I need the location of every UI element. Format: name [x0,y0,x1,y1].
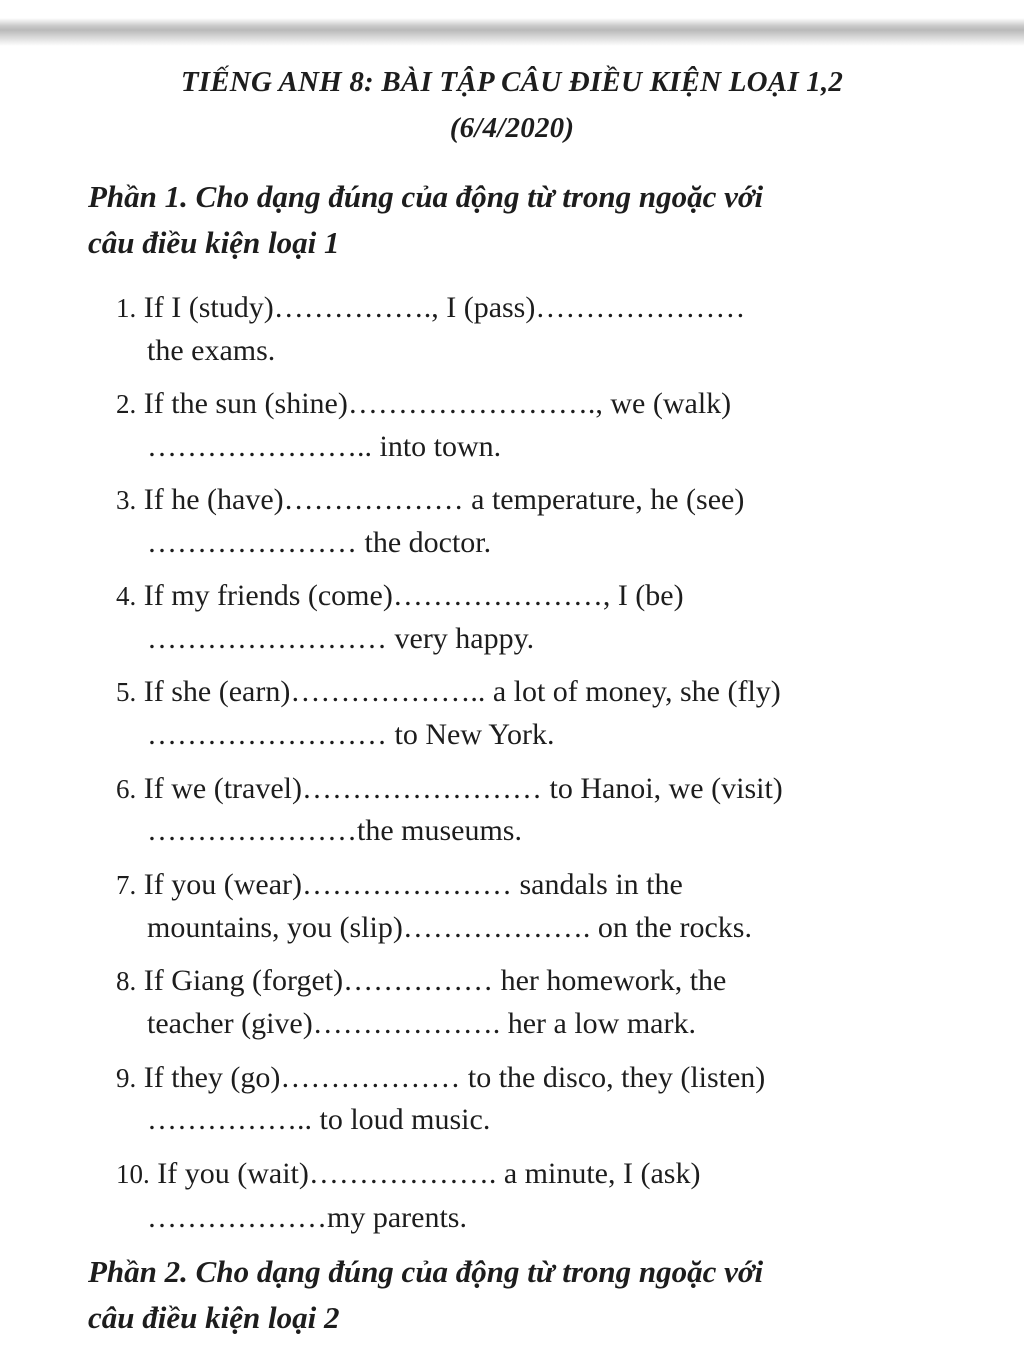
worksheet-date: (6/4/2020) [449,112,575,144]
exercise-6-number: 6. [116,774,137,804]
exercise-1-line2: the exams. [147,334,276,367]
exercise-4-line2: …………………… very happy. [147,622,535,655]
exercise-10-text: If you (wait)………………. a minute, I (ask) [157,1157,701,1190]
exercise-1-text: If I (study)……………., I (pass)………………… [143,291,746,324]
exercise-2-text: If the sun (shine)……………………., we (walk) [143,387,732,420]
exercise-4-number: 4. [116,581,137,611]
exercise-3-line2: ………………… the doctor. [147,526,492,559]
exercise-8-number: 8. [116,966,137,996]
exercise-5-line1 [116,672,781,712]
exercise-9-line1 [116,1058,765,1098]
exercise-5-number: 5. [116,677,137,707]
part2-heading [88,1249,948,1341]
part1-heading-line2: câu điều kiện loại 1 [88,225,340,260]
exercise-8-text: If Giang (forget)…………… her homework, the [143,964,727,997]
exercise-3-text: If he (have)……………… a temperature, he (see) [143,483,745,516]
part1-heading [88,174,948,266]
part1-heading-line1: Phần 1. Cho dạng đúng của động từ trong ngoặc với [88,179,764,214]
exercise-5-text: If she (earn)……………….. a lot of money, she (fly) [143,675,781,708]
exercise-3-number: 3. [116,485,137,515]
exercise-2-line2: ………………….. into town. [147,430,502,463]
exercise-7-text: If you (wear)………………… sandals in the [143,868,683,901]
exercise-6-text: If we (travel)…………………… to Hanoi, we (visit) [143,772,783,805]
exercise-7-line2: mountains, you (slip)………………. on the rocks. [147,911,752,944]
worksheet-title: TIẾNG ANH 8: BÀI TẬP CÂU ĐIỀU KIỆN LOẠI 1,2 [180,66,844,98]
exercise-9-number: 9. [116,1063,137,1093]
exercise-5-line2: …………………… to New York. [147,718,555,751]
exercise-2-line1 [116,384,731,424]
page-top-edge-shadow [0,0,1024,46]
exercise-10-number: 10. [116,1159,150,1189]
exercise-1-number: 1. [116,293,137,323]
exercise-2-number: 2. [116,389,137,419]
exercise-9-text: If they (go)……………… to the disco, they (listen) [143,1061,766,1094]
exercise-8-line2: teacher (give)………………. her a low mark. [147,1007,696,1040]
exercise-10-line2: ………………my parents. [147,1201,467,1234]
part2-heading-line1: Phần 2. Cho dạng đúng của động từ trong ngoặc với [88,1254,764,1289]
exercise-1-line1 [116,288,745,328]
exercise-4-line1 [116,576,684,616]
exercise-9-line2: …………….. to loud music. [147,1103,491,1136]
exercise-6-line1 [116,769,783,809]
exercise-10-line1 [116,1154,700,1194]
exercise-6-line2: …………………the museums. [147,814,522,847]
exercise-7-number: 7. [116,870,137,900]
exercise-7-line1 [116,865,683,905]
exercise-3-line1 [116,480,744,520]
part2-heading-line2: câu điều kiện loại 2 [88,1300,340,1335]
exercise-8-line1 [116,961,726,1001]
exercise-4-text: If my friends (come)…………………, I (be) [143,579,684,612]
